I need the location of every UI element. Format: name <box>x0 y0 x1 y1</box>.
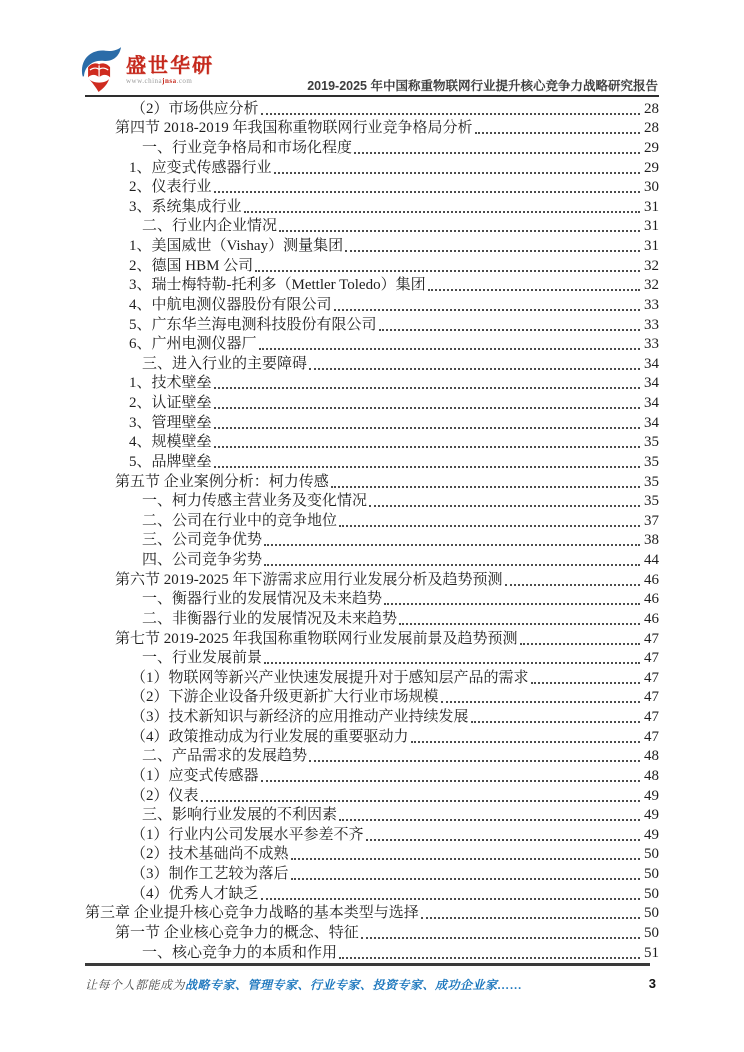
dot-leader <box>428 289 640 291</box>
toc-entry-page: 31 <box>644 218 659 235</box>
toc-entry-text: （4）优秀人才缺乏 <box>131 885 259 902</box>
company-logo <box>78 46 214 94</box>
dot-leader <box>339 819 640 821</box>
toc-entry-text: 二、产品需求的发展趋势 <box>142 748 308 765</box>
footer-tagline <box>85 976 523 993</box>
toc-entry[interactable] <box>85 158 659 178</box>
dot-leader <box>214 466 640 468</box>
dot-leader <box>261 898 640 900</box>
brand-url-suffix: .com <box>176 77 193 85</box>
toc-entry-text: 一、衡器行业的发展情况及未来趋势 <box>142 591 383 608</box>
dot-leader <box>259 348 640 350</box>
dot-leader <box>384 603 640 605</box>
dot-leader <box>399 623 640 625</box>
dot-leader <box>214 427 640 429</box>
toc-entry-text: 2、仪表行业 <box>129 179 212 196</box>
toc-entry-page: 49 <box>644 807 659 824</box>
toc-entry[interactable] <box>85 904 659 924</box>
toc-entry[interactable] <box>85 472 659 492</box>
toc-entry-text: 第三章 企业提升核心竞争力战略的基本类型与选择 <box>85 905 419 922</box>
footer-divider <box>85 963 650 966</box>
dot-leader <box>366 839 640 841</box>
toc-entry-page: 48 <box>644 748 659 765</box>
toc-entry-text: 四、公司竞争劣势 <box>142 552 263 568</box>
toc-entry-page: 33 <box>644 316 659 333</box>
toc-entry-text: 一、行业竞争格局和市场化程度 <box>142 139 353 156</box>
toc-entry-text: （4）政策推动成为行业发展的重要驱动力 <box>131 728 409 745</box>
toc-entry-page: 34 <box>644 395 659 411</box>
toc-entry[interactable] <box>85 649 659 669</box>
dot-leader <box>505 584 641 586</box>
toc-entry-page: 34 <box>644 355 659 372</box>
toc-entry-text: （2）技术基础尚不成熟 <box>131 846 289 863</box>
dot-leader <box>214 191 640 193</box>
toc-entry-page: 50 <box>644 924 659 941</box>
brand-url-mid: jnsa <box>162 77 177 85</box>
dot-leader <box>475 132 641 134</box>
dot-leader <box>471 721 640 723</box>
brand-url <box>126 77 214 85</box>
toc-entry[interactable] <box>85 707 659 727</box>
dot-leader <box>339 525 640 527</box>
toc-entry-page: 48 <box>644 767 659 784</box>
footer-tagline-prefix: 让每个人都能成为 <box>85 978 186 992</box>
toc-entry-page: 51 <box>644 944 659 961</box>
toc-entry[interactable] <box>85 99 659 119</box>
toc-entry[interactable] <box>85 236 659 256</box>
dot-leader <box>334 309 640 311</box>
dot-leader <box>244 211 640 213</box>
toc-entry-text: 1、应变式传感器行业 <box>129 159 272 176</box>
toc-entry-text: （2）市场供应分析 <box>131 100 259 117</box>
toc-entry[interactable] <box>85 197 659 217</box>
toc-entry-page: 46 <box>644 571 659 588</box>
toc-entry-page: 32 <box>644 257 659 274</box>
toc-entry[interactable] <box>85 864 659 884</box>
toc-entry[interactable] <box>85 629 659 649</box>
toc-entry-page: 28 <box>644 120 659 137</box>
dot-leader <box>520 643 641 645</box>
dot-leader <box>214 407 640 409</box>
toc-entry-text: 4、规模壁垒 <box>129 434 212 451</box>
dot-leader <box>291 878 640 880</box>
toc-entry-page: 47 <box>644 650 659 667</box>
page-number: 3 <box>648 976 656 991</box>
toc-entry-page: 28 <box>644 100 659 117</box>
toc-entry-text: 3、瑞士梅特勒-托利多（Mettler Toledo）集团 <box>129 277 426 294</box>
dot-leader <box>369 505 640 507</box>
toc-entry-text: 三、进入行业的主要障碍 <box>142 355 308 372</box>
brand-name: 盛世华研 <box>126 55 214 77</box>
toc-entry-page: 47 <box>644 709 659 725</box>
toc-entry-text: 第六节 2019-2025 年下游需求应用行业发展分析及趋势预测 <box>115 571 503 588</box>
dot-leader <box>201 800 640 802</box>
toc-entry-text: 第四节 2018-2019 年我国称重物联网行业竞争格局分析 <box>115 120 473 137</box>
toc-list <box>85 99 659 963</box>
toc-entry[interactable] <box>85 511 659 531</box>
toc-entry[interactable] <box>85 786 659 806</box>
toc-entry-page: 31 <box>644 238 659 254</box>
page-footer <box>85 976 656 993</box>
dot-leader <box>261 113 640 115</box>
toc-entry[interactable] <box>85 178 659 198</box>
dot-leader <box>354 152 640 154</box>
toc-entry[interactable] <box>85 884 659 904</box>
toc-entry-text: 4、中航电测仪器股份有限公司 <box>129 296 332 313</box>
table-of-contents <box>85 99 659 963</box>
toc-entry-text: 2、认证壁垒 <box>129 395 212 411</box>
toc-entry-page: 35 <box>644 434 659 451</box>
toc-entry[interactable] <box>85 354 659 374</box>
toc-entry-page: 50 <box>644 866 659 882</box>
toc-entry-page: 33 <box>644 336 659 353</box>
dot-leader <box>309 760 640 762</box>
toc-entry-page: 34 <box>644 375 659 392</box>
toc-entry-page: 35 <box>644 493 659 510</box>
toc-entry-page: 47 <box>644 630 659 647</box>
toc-entry[interactable] <box>85 433 659 453</box>
toc-entry-text: 2、德国 HBM 公司 <box>129 257 254 274</box>
toc-entry[interactable] <box>85 825 659 845</box>
header-divider <box>85 95 659 97</box>
dot-leader <box>261 780 640 782</box>
dot-leader <box>255 270 640 272</box>
toc-entry[interactable] <box>85 727 659 747</box>
dot-leader <box>291 858 640 860</box>
toc-entry-text: 第一节 企业核心竞争力的概念、特征 <box>115 924 359 941</box>
toc-entry-text: 1、美国威世（Vishay）测量集团 <box>129 238 344 254</box>
toc-entry[interactable] <box>85 374 659 394</box>
dot-leader <box>421 917 640 919</box>
toc-entry-page: 29 <box>644 159 659 176</box>
toc-entry-text: 1、技术壁垒 <box>129 375 212 392</box>
toc-entry-text: 二、行业内企业情况 <box>142 218 278 235</box>
toc-entry-text: 一、柯力传感主营业务及变化情况 <box>142 493 368 510</box>
toc-entry-page: 29 <box>644 139 659 156</box>
toc-entry[interactable] <box>85 806 659 826</box>
toc-entry-page: 37 <box>644 512 659 529</box>
toc-entry[interactable] <box>85 335 659 355</box>
toc-entry-page: 30 <box>644 179 659 196</box>
toc-entry-text: （1）应变式传感器 <box>131 767 259 784</box>
dot-leader <box>264 662 640 664</box>
toc-entry-text: （3）技术新知识与新经济的应用推动产业持续发展 <box>131 709 469 725</box>
dot-leader <box>441 701 640 703</box>
toc-entry-page: 50 <box>644 905 659 922</box>
toc-entry-page: 32 <box>644 277 659 294</box>
dot-leader <box>331 486 640 488</box>
toc-entry-text: 二、非衡器行业的发展情况及未来趋势 <box>142 610 398 627</box>
toc-entry[interactable] <box>85 452 659 472</box>
toc-entry[interactable] <box>85 295 659 315</box>
toc-entry-page: 31 <box>644 198 659 215</box>
toc-entry[interactable] <box>85 276 659 296</box>
toc-entry-page: 34 <box>644 414 659 431</box>
toc-entry[interactable] <box>85 413 659 433</box>
toc-entry[interactable] <box>85 550 659 570</box>
toc-entry-text: 5、品牌壁垒 <box>129 453 212 470</box>
toc-entry-text: 三、影响行业发展的不利因素 <box>142 807 338 824</box>
toc-entry-text: 三、公司竞争优势 <box>142 532 263 549</box>
dot-leader <box>379 329 640 331</box>
dot-leader <box>264 564 640 566</box>
toc-entry[interactable] <box>85 570 659 590</box>
toc-entry-text: （1）行业内公司发展水平参差不齐 <box>131 826 364 843</box>
toc-entry-text: （1）物联网等新兴产业快速发展提升对于感知层产品的需求 <box>131 669 529 686</box>
toc-entry-page: 50 <box>644 885 659 902</box>
toc-entry-text: （2）下游企业设备升级更新扩大行业市场规模 <box>131 689 439 706</box>
toc-entry[interactable] <box>85 492 659 512</box>
toc-entry[interactable] <box>85 943 659 963</box>
toc-entry-page: 47 <box>644 728 659 745</box>
toc-entry-text: 一、核心竞争力的本质和作用 <box>142 944 338 961</box>
dot-leader <box>531 682 640 684</box>
logo-bird-book-icon <box>78 46 122 94</box>
footer-tagline-highlight: 战略专家、管理专家、行业专家、投资专家、成功企业家…… <box>185 978 523 992</box>
toc-entry-page: 46 <box>644 591 659 608</box>
toc-entry-text: 第五节 企业案例分析：柯力传感 <box>115 473 329 490</box>
toc-entry[interactable] <box>85 119 659 139</box>
toc-entry[interactable] <box>85 747 659 767</box>
toc-entry[interactable] <box>85 315 659 335</box>
toc-entry[interactable] <box>85 393 659 413</box>
toc-entry-text: 6、广州电测仪器厂 <box>129 336 257 353</box>
toc-entry-text: 第七节 2019-2025 年我国称重物联网行业发展前景及趋势预测 <box>115 630 518 647</box>
toc-entry[interactable] <box>85 668 659 688</box>
toc-entry-page: 38 <box>644 532 659 549</box>
toc-entry-text: （3）制作工艺较为落后 <box>131 866 289 882</box>
dot-leader <box>274 172 640 174</box>
dot-leader <box>361 937 640 939</box>
toc-entry-page: 50 <box>644 846 659 863</box>
toc-entry-page: 49 <box>644 826 659 843</box>
toc-entry[interactable] <box>85 256 659 276</box>
toc-entry[interactable] <box>85 138 659 158</box>
dot-leader <box>214 446 640 448</box>
toc-entry[interactable] <box>85 531 659 551</box>
toc-entry[interactable] <box>85 590 659 610</box>
toc-entry[interactable] <box>85 923 659 943</box>
dot-leader <box>279 230 640 232</box>
toc-entry[interactable] <box>85 217 659 237</box>
dot-leader <box>411 741 640 743</box>
dot-leader <box>345 250 640 252</box>
toc-entry-text: 一、行业发展前景 <box>142 650 263 667</box>
toc-entry[interactable] <box>85 688 659 708</box>
toc-entry[interactable] <box>85 609 659 629</box>
toc-entry-page: 33 <box>644 296 659 313</box>
toc-entry-text: （2）仪表 <box>131 787 199 804</box>
toc-entry-text: 二、公司在行业中的竞争地位 <box>142 512 338 529</box>
toc-entry-page: 35 <box>644 453 659 470</box>
report-title: 2019-2025 年中国称重物联网行业提升核心竞争力战略研究报告 <box>307 79 658 93</box>
toc-entry-text: 3、系统集成行业 <box>129 198 242 215</box>
logo-text-block <box>126 56 214 85</box>
toc-entry-text: 5、广东华兰海电测科技股份有限公司 <box>129 316 377 333</box>
toc-entry-text: 3、管理壁垒 <box>129 414 212 431</box>
toc-entry-page: 47 <box>644 669 659 686</box>
brand-url-prefix: www.china <box>126 77 163 85</box>
toc-entry[interactable] <box>85 845 659 865</box>
toc-entry[interactable] <box>85 766 659 786</box>
toc-entry-page: 49 <box>644 787 659 804</box>
toc-entry-page: 47 <box>644 689 659 706</box>
toc-entry-page: 46 <box>644 610 659 627</box>
toc-entry-page: 35 <box>644 473 659 490</box>
dot-leader <box>309 368 640 370</box>
dot-leader <box>214 387 640 389</box>
dot-leader <box>339 957 640 959</box>
dot-leader <box>264 544 640 546</box>
toc-entry-page: 44 <box>644 552 659 568</box>
